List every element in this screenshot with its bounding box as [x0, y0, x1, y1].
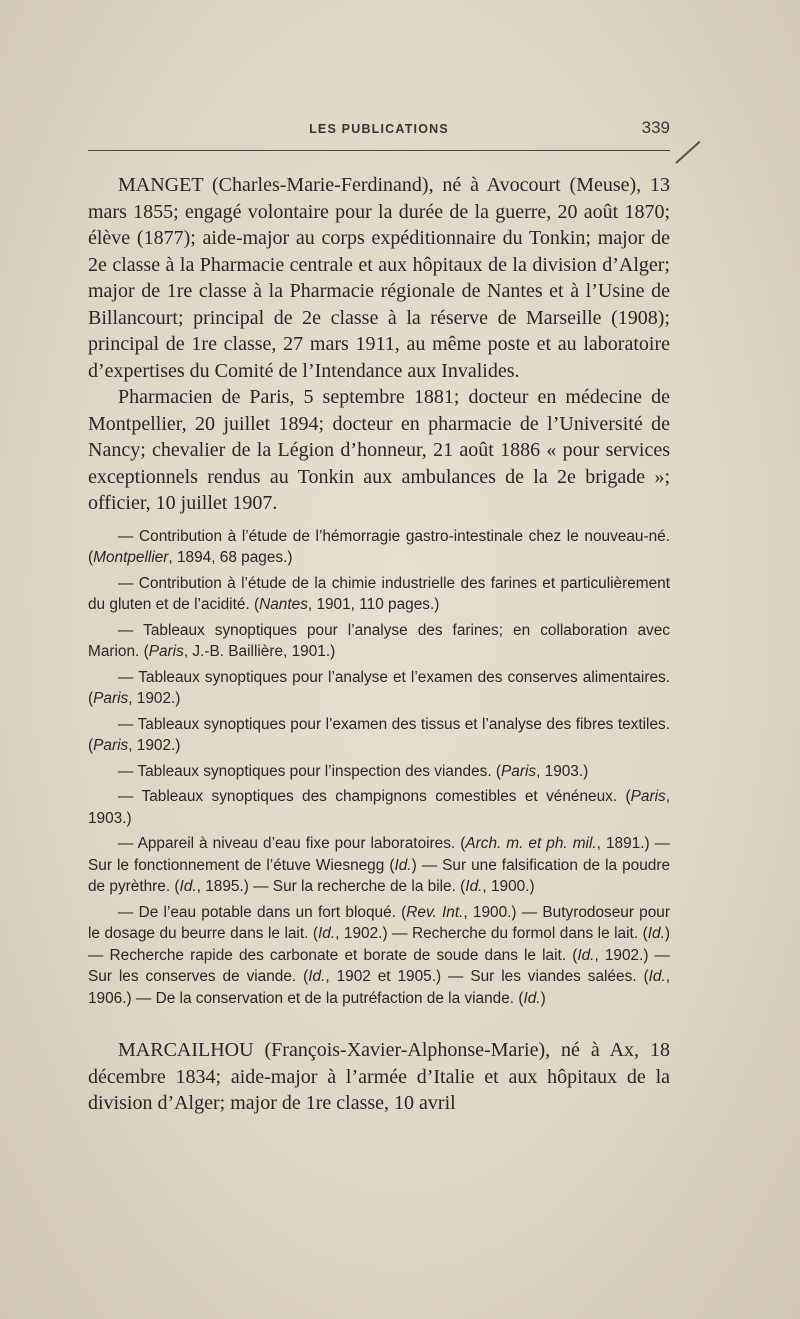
- publication-item: — De l’eau potable dans un fort bloqué. (Rev. Int., 1900.) — Butyrodoseur pour le dosage du beurre dans le lait. (Id., 1902.) — Recherche du formol dans le lait. (Id.) — Recherche rapide des carbonate et borate de soude dans le lait. (Id., 1902.) — Sur les conserves de viande. (Id., 1902 et 1905.) — Sur les viandes salées. (Id., 1906.) — De la conservation et de la putréfaction de la viande. (Id.): [88, 903, 671, 1007]
- running-title: LES PUBLICATIONS: [309, 122, 449, 136]
- publication-item: — Tableaux synoptiques pour l’analyse des farines; en collaboration avec Marion. (Paris, J.-B. Baillière, 1901.): [88, 621, 670, 660]
- marcailhou-biography: MARCAILHOU (François-Xavier-Alphonse-Marie), né à Ax, 18 décembre 1834; aide-major à l’armée d’Italie et aux hôpitaux de la division d’Alger; major de 1re classe, 10 avril: [88, 1039, 670, 1114]
- publication-item: — Contribution à l’étude de la chimie industrielle des farines et particulièrement du gluten et de l’acidité. (Nantes, 1901, 110 pages.): [88, 574, 670, 613]
- publication-item: — Tableaux synoptiques des champignons comestibles et vénéneux. (Paris, 1903.): [88, 788, 670, 827]
- manget-degrees: Pharmacien de Paris, 5 septembre 1881; docteur en médecine de Montpellier, 20 juillet 1894; docteur en pharmacie de l’Université de Nancy; chevalier de la Légion d’honneur, 21 août 1886 « pour services exceptionnels rendus au Tonkin aux ambulances de la 2e brigade »; officier, 10 juillet 1907.: [88, 386, 670, 514]
- publication-item: — Contribution à l’étude de l’hémorragie gastro-intestinale chez le nouveau-né. (Montpellier, 1894, 68 pages.): [88, 527, 670, 566]
- header-rule: [88, 150, 670, 151]
- page-body: [88, 172, 670, 1117]
- publication-item: — Appareil à niveau d’eau fixe pour laboratoires. (Arch. m. et ph. mil., 1891.) — Sur le fonctionnement de l’étuve Wiesnegg (Id.) — Sur une falsification de la poudre de pyrèthre. (Id., 1895.) — Sur la recherche de la bile. (Id., 1900.): [88, 835, 671, 895]
- publication-item: — Tableaux synoptiques pour l’analyse et l’examen des conserves alimentaires. (Paris, 1902.): [88, 668, 670, 707]
- pencil-mark: [675, 141, 700, 164]
- page-number: 339: [641, 118, 670, 137]
- publication-item: — Tableaux synoptiques pour l’examen des tissus et l’analyse des fibres textiles. (Paris, 1902.): [88, 715, 670, 754]
- manget-publications: [88, 526, 670, 1010]
- running-header: [88, 118, 670, 142]
- manget-biography: MANGET (Charles-Marie-Ferdinand), né à Avocourt (Meuse), 13 mars 1855; engagé volontaire pour la durée de la guerre, 20 août 1870; élève (1877); aide-major au corps expéditionnaire du Tonkin; major de 2e classe à la Pharmacie centrale et aux hôpitaux de la division d’Alger; major de 1re classe à la Pharmacie régionale de Nantes et à l’Usine de Billancourt; principal de 2e classe à la réserve de Marseille (1908); principal de 1re classe, 27 mars 1911, au même poste et au laboratoire d’expertises du Comité de l’Intendance aux Invalides.: [88, 174, 670, 382]
- publication-item: — Tableaux synoptiques pour l’inspection des viandes. (Paris, 1903.): [118, 762, 589, 780]
